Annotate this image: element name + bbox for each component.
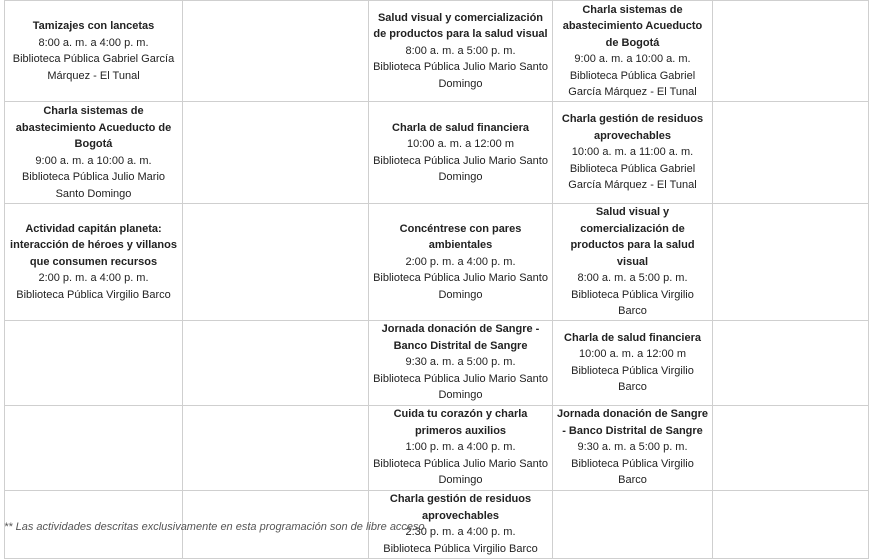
- event-time: 10:00 a. m. a 12:00 m: [406, 138, 514, 150]
- event-cell: [553, 204, 713, 321]
- event-title: Charla gestión de residuos aprovechables: [561, 113, 704, 142]
- empty-cell: [713, 204, 869, 321]
- event-cell: [369, 102, 553, 204]
- event-location: Biblioteca Pública Virgilio Barco: [571, 457, 694, 487]
- event-time: 9:30 a. m. a 5:00 p. m.: [577, 441, 688, 454]
- event-title: Charla sistemas de abastecimiento Acueducto de Bogotá: [15, 105, 172, 150]
- empty-cell: [5, 320, 183, 405]
- event-cell: [369, 204, 553, 321]
- event-title: Tamizajes con lancetas: [32, 20, 155, 32]
- event-location: Biblioteca Pública Julio Mario Santo Domingo: [373, 272, 548, 301]
- event-time: 1:00 p. m. a 4:00 p. m.: [405, 441, 516, 454]
- event-title: Charla gestión de residuos aprovechables: [389, 493, 532, 522]
- event-title: Concéntrese con pares ambientales: [399, 222, 522, 251]
- event-time: 2:30 p. m. a 4:00 p. m.: [405, 526, 516, 538]
- empty-cell: [713, 405, 869, 490]
- empty-cell: [183, 1, 369, 102]
- empty-cell: [183, 405, 369, 490]
- schedule-body: [5, 1, 869, 559]
- schedule-row: [5, 102, 869, 204]
- event-location: Biblioteca Pública Julio Mario Santo Domingo: [373, 457, 548, 487]
- event-time: 9:00 a. m. a 10:00 a. m.: [35, 154, 152, 167]
- event-location: Biblioteca Pública Julio Mario Santo Domingo: [21, 171, 166, 200]
- event-time: 8:00 a. m. a 5:00 p. m.: [577, 272, 688, 284]
- event-title: Cuida tu corazón y charla primeros auxilios: [393, 408, 528, 437]
- event-time: 10:00 a. m. a 12:00 m: [578, 348, 686, 360]
- event-cell: [369, 320, 553, 405]
- event-title: Charla sistemas de abastecimiento Acueducto de Bogotá: [562, 3, 703, 49]
- event-cell: [369, 405, 553, 490]
- schedule-row: [5, 1, 869, 102]
- event-time: 9:30 a. m. a 5:00 p. m.: [405, 356, 516, 369]
- event-cell: [553, 102, 713, 204]
- event-title: Actividad capitán planeta: interacción de héroes y villanos que consumen recursos: [10, 222, 177, 268]
- event-time: 2:00 p. m. a 4:00 p. m.: [38, 272, 149, 284]
- event-time: 10:00 a. m. a 11:00 a. m.: [571, 146, 694, 159]
- event-location: Biblioteca Pública Julio Mario Santo Domingo: [373, 61, 548, 90]
- event-location: Biblioteca Pública Gabriel García Márquez - El Tunal: [568, 69, 697, 98]
- event-cell: [553, 1, 713, 102]
- event-cell: [5, 102, 183, 204]
- event-location: Biblioteca Pública Virgilio Barco: [383, 542, 538, 555]
- event-location: Biblioteca Pública Virgilio Barco: [16, 288, 171, 301]
- event-location: Biblioteca Pública Gabriel García Márquez - El Tunal: [12, 53, 175, 82]
- event-time: 2:00 p. m. a 4:00 p. m.: [405, 255, 516, 268]
- event-title: Jornada donación de Sangre - Banco Distrital de Sangre: [381, 323, 540, 352]
- event-location: Biblioteca Pública Virgilio Barco: [571, 364, 694, 393]
- event-time: 8:00 a. m. a 4:00 p. m.: [38, 36, 149, 49]
- schedule-row: [5, 405, 869, 490]
- empty-cell: [713, 102, 869, 204]
- event-location: Biblioteca Pública Julio Mario Santo Domingo: [373, 154, 548, 183]
- schedule-table: [4, 0, 869, 559]
- event-time: 8:00 a. m. a 5:00 p. m.: [405, 44, 516, 57]
- event-cell: [5, 1, 183, 102]
- empty-cell: [553, 490, 713, 558]
- footnote: ** Las actividades descritas exclusivamente en esta programación son de libre acceso.: [4, 521, 428, 533]
- event-cell: [5, 204, 183, 321]
- empty-cell: [713, 490, 869, 558]
- event-title: Charla de salud financiera: [392, 121, 529, 134]
- empty-cell: [183, 204, 369, 321]
- empty-cell: [183, 320, 369, 405]
- empty-cell: [183, 102, 369, 204]
- empty-cell: [713, 1, 869, 102]
- schedule-row: [5, 204, 869, 321]
- event-cell: [369, 1, 553, 102]
- event-title: Charla de salud financiera: [564, 331, 701, 344]
- event-title: Salud visual y comercialización de productos para la salud visual: [570, 206, 695, 268]
- event-title: Salud visual y comercialización de productos para la salud visual: [373, 11, 548, 41]
- event-cell: [553, 320, 713, 405]
- event-location: Biblioteca Pública Virgilio Barco: [571, 288, 694, 317]
- event-cell: [553, 405, 713, 490]
- schedule-row: [5, 320, 869, 405]
- event-title: Jornada donación de Sangre - Banco Distrital de Sangre: [557, 408, 708, 437]
- event-location: Biblioteca Pública Julio Mario Santo Domingo: [373, 372, 548, 402]
- empty-cell: [5, 405, 183, 490]
- event-time: 9:00 a. m. a 10:00 a. m.: [574, 53, 691, 65]
- empty-cell: [713, 320, 869, 405]
- event-location: Biblioteca Pública Gabriel García Márquez - El Tunal: [568, 162, 697, 192]
